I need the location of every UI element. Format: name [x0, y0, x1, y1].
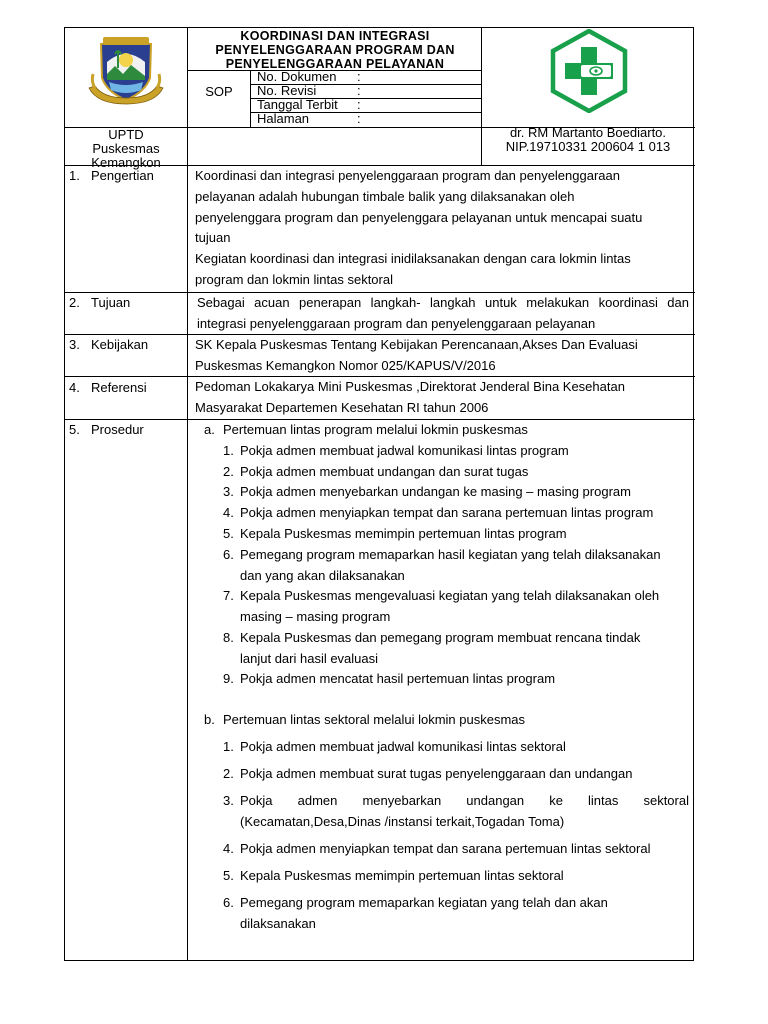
- step-number: 2.: [223, 464, 234, 479]
- step-text: Pokja admen menyebarkan undangan ke lintas sektoral: [240, 793, 689, 808]
- step-text: lanjut dari hasil evaluasi: [240, 651, 379, 666]
- meta-label: Halaman: [257, 111, 310, 126]
- step-number: 6.: [223, 547, 234, 562]
- step-text: Pokja admen menyiapkan tempat dan sarana pertemuan lintas sektoral: [240, 841, 651, 856]
- step-number: 6.: [223, 895, 234, 910]
- step-text: Pokja admen membuat undangan dan surat tugas: [240, 464, 529, 479]
- step-number: 5.: [223, 868, 234, 883]
- unit-name: [65, 128, 187, 170]
- subsection-heading-b: Pertemuan lintas sektoral melalui lokmin puskesmas: [223, 712, 526, 727]
- signatory-name: dr. RM Martanto Boediarto.: [509, 125, 667, 140]
- section-body-referensi: [195, 377, 689, 419]
- step-number: 5.: [223, 526, 234, 541]
- step-text: Kepala Puskesmas memimpin pertemuan lintas sektoral: [240, 868, 564, 883]
- meta-revision: [257, 83, 361, 98]
- step-number: 3.: [223, 484, 234, 499]
- meta-colon: :: [357, 111, 361, 126]
- step-number: 4.: [223, 841, 234, 856]
- unit-line: Puskesmas: [92, 141, 160, 156]
- section-number: 5.: [69, 422, 80, 437]
- step-number: 8.: [223, 630, 234, 645]
- step-number: 3.: [223, 793, 234, 808]
- step-number: 1.: [223, 739, 234, 754]
- section-label-kebijakan: Kebijakan: [91, 337, 149, 352]
- meta-label: Tanggal Terbit: [257, 97, 338, 112]
- text-line: Puskesmas Kemangkon Nomor 025/KAPUS/V/2016: [195, 357, 496, 373]
- step-number: 7.: [223, 588, 234, 603]
- sop-document: [64, 27, 694, 961]
- step-text: Kepala Puskesmas memimpin pertemuan lintas program: [240, 526, 567, 541]
- section-body-kebijakan: [195, 335, 689, 377]
- text-line: program dan lokmin lintas sektoral: [195, 271, 393, 287]
- sop-label: SOP: [205, 84, 233, 99]
- meta-colon: :: [357, 83, 361, 98]
- document-title: [188, 29, 482, 71]
- unit-line: Kemangkon: [91, 155, 161, 170]
- step-text: Kepala Puskesmas dan pemegang program membuat rencana tindak: [240, 630, 641, 645]
- section-number: 3.: [69, 337, 80, 352]
- step-text: Pokja admen menyebarkan undangan ke masing – masing program: [240, 484, 631, 499]
- step-text: Pemegang program memaparkan hasil kegiatan yang telah dilaksanakan: [240, 547, 661, 562]
- step-number: 4.: [223, 505, 234, 520]
- subsection-heading-a: Pertemuan lintas program melalui lokmin puskesmas: [223, 422, 528, 437]
- step-text: Pokja admen mencatat hasil pertemuan lintas program: [240, 671, 556, 686]
- subsection-marker: a.: [204, 422, 215, 437]
- step-number: 2.: [223, 766, 234, 781]
- meta-label: No. Revisi: [257, 83, 317, 98]
- unit-line: UPTD: [108, 127, 144, 142]
- section-label-tujuan: Tujuan: [91, 295, 131, 310]
- signatory-nip: NIP.19710331 200604 1 013: [505, 139, 671, 154]
- step-text: masing – masing program: [240, 609, 391, 624]
- text-line: tujuan: [195, 230, 231, 246]
- section-label-prosedur: Prosedur: [91, 422, 144, 437]
- title-line-2: PENYELENGGARAAN PROGRAM DAN: [215, 43, 455, 57]
- step-text: (Kecamatan,Desa,Dinas /instansi terkait,Togadan Toma): [240, 814, 565, 829]
- step-text: Pokja admen membuat jadwal komunikasi lintas program: [240, 443, 569, 458]
- sop-divider: [250, 70, 251, 127]
- text-line: pelayanan adalah hubungan timbale balik yang dilaksanakan oleh: [195, 188, 575, 204]
- title-line-1: KOORDINASI DAN INTEGRASI: [240, 29, 430, 43]
- meta-document-number: [257, 69, 361, 84]
- step-number: 9.: [223, 671, 234, 686]
- text-line: SK Kepala Puskesmas Tentang Kebijakan Perencanaan,Akses Dan Evaluasi: [195, 337, 638, 352]
- subsection-marker: b.: [204, 712, 215, 727]
- step-text: Kepala Puskesmas mengevaluasi kegiatan yang telah dilaksanakan oleh: [240, 588, 660, 603]
- step-text: Pokja admen membuat jadwal komunikasi lintas sektoral: [240, 739, 566, 754]
- section-body-tujuan: [197, 293, 689, 335]
- text-line: Koordinasi dan integrasi penyelenggaraan program dan penyelenggaraan: [195, 168, 620, 183]
- text-line: penyelenggara program dan penyelenggara pelayanan untuk mencapai suatu: [195, 209, 643, 225]
- step-text: Pemegang program memaparkan kegiatan yang telah dan akan: [240, 895, 608, 910]
- step-number: 1.: [223, 443, 234, 458]
- section-body-pengertian: [195, 166, 689, 291]
- section-number: 1.: [69, 168, 80, 183]
- title-line-3: PENYELENGGARAAN PELAYANAN: [225, 57, 445, 71]
- meta-colon: :: [357, 97, 361, 112]
- meta-colon: :: [357, 69, 361, 84]
- step-text: dilaksanakan: [240, 916, 316, 931]
- text-line: Sebagai acuan penerapan langkah- langkah untuk melakukan koordinasi dan: [197, 295, 689, 310]
- signatory: [481, 126, 695, 154]
- text-line: Kegiatan koordinasi dan integrasi inidilaksanakan dengan cara lokmin lintas: [195, 251, 631, 267]
- text-line: Pedoman Lokakarya Mini Puskesmas ,Direktorat Jenderal Bina Kesehatan: [195, 379, 625, 394]
- meta-label: No. Dokumen: [257, 69, 337, 84]
- column-divider-left: [187, 28, 188, 961]
- step-text: Pokja admen membuat surat tugas penyelenggaraan dan undangan: [240, 766, 633, 781]
- step-text: dan yang akan dilaksanakan: [240, 568, 405, 583]
- section-number: 2.: [69, 295, 80, 310]
- health-cross-icon: [548, 29, 630, 118]
- meta-page: [257, 111, 361, 126]
- meta-issue-date: [257, 97, 361, 112]
- section-label-pengertian: Pengertian: [91, 168, 154, 183]
- text-line: integrasi penyelenggaraan program dan penyelenggaraan pelayanan: [197, 315, 596, 331]
- section-label-referensi: Referensi: [91, 380, 147, 395]
- regional-emblem-icon: [85, 32, 167, 113]
- section-number: 4.: [69, 380, 80, 395]
- step-text: Pokja admen menyiapkan tempat dan sarana pertemuan lintas program: [240, 505, 654, 520]
- text-line: Masyarakat Departemen Kesehatan RI tahun 2006: [195, 399, 489, 415]
